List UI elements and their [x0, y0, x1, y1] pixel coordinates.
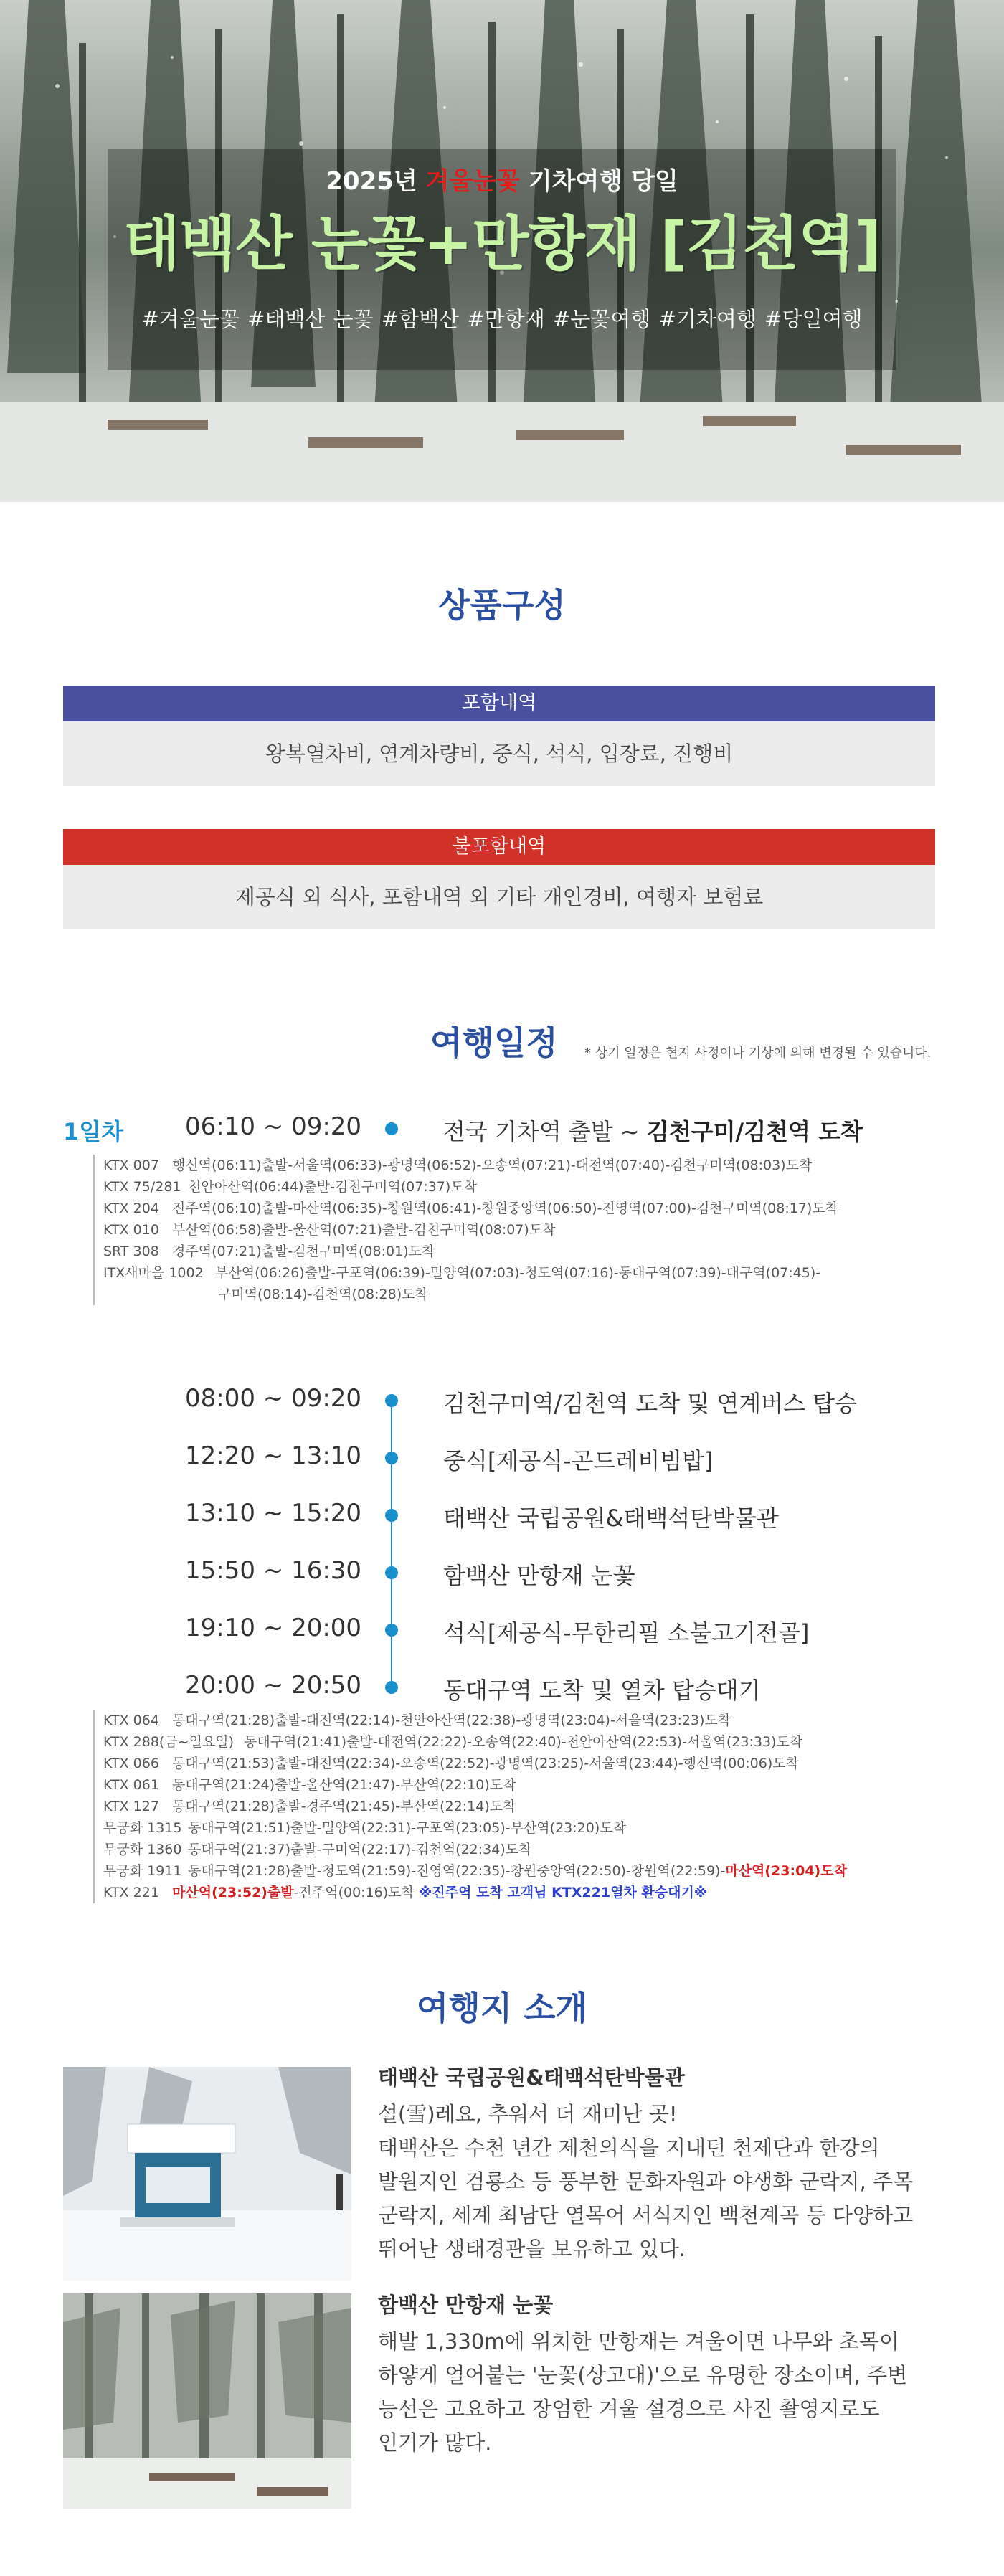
train-route: 천안아산역(06:44)출발-김천구미역(07:37)도착: [188, 1179, 478, 1195]
train-route: 동대구역(21:24)출발-울산역(21:47)-부산역(22:10)도착: [172, 1777, 516, 1793]
hero-hashtags: #겨울눈꽃 #태백산 눈꽃 #함백산 #만항재 #눈꽃여행 #기차여행 #당일여행: [141, 307, 863, 331]
intro-title: 여행지 소개: [416, 1989, 588, 2027]
schedule-text: 김천구미역/김천역 도착 및 연계버스 탑승: [443, 1390, 857, 1417]
train-line: [103, 1176, 838, 1198]
train-route: 행신역(06:11)출발-서울역(06:33)-광명역(06:52)-오송역(07:21)-대전역(07:40)-김천구미역(08:03)도착: [172, 1157, 813, 1173]
intro-body-line: 해발 1,330m에 위치한 만항재는 겨울이면 나무와 초목이: [378, 2329, 899, 2354]
schedule-title: 여행일정: [430, 1023, 558, 1062]
included-text: 왕복열차비, 연계차량비, 중식, 석식, 입장료, 진행비: [63, 721, 935, 786]
intro-body-line: 발원지인 검룡소 등 풍부한 문화자원과 야생화 군락지, 주목: [378, 2169, 914, 2194]
intro-body-line: 능선은 고요하고 장엄한 겨울 설경으로 사진 촬영지로도: [378, 2397, 880, 2421]
schedule-time: 13:10 ~ 15:20: [185, 1499, 362, 1528]
hero-subtitle: [0, 161, 1004, 196]
schedule-note: * 상기 일정은 현지 사정이나 기상에 의해 변경될 수 있습니다.: [584, 1046, 932, 1061]
manhangjae-image: [63, 2293, 351, 2509]
intro-body-1: [378, 2098, 937, 2266]
schedule-time: 08:00 ~ 09:20: [185, 1384, 362, 1413]
train-route: 동대구역(21:28)출발-대전역(22:14)-천안아산역(22:38)-광명역(23:04)-서울역(23:23)도착: [172, 1713, 731, 1728]
train-route-highlight: 마산역(23:52)출발: [172, 1885, 294, 1900]
timeline-dot: [385, 1122, 398, 1135]
schedule-text-first-plain: 전국 기차역 출발 ~: [443, 1118, 647, 1145]
train-route: 경주역(07:21)출발-김천구미역(08:01)도착: [172, 1244, 435, 1259]
train-route: 부산역(06:58)출발-울산역(07:21)출발-김천구미역(08:07)도착: [172, 1222, 556, 1238]
train-line: [103, 1262, 838, 1284]
train-line: [103, 1155, 838, 1176]
train-route: -진주역(00:16)도착: [293, 1885, 419, 1900]
train-route: 동대구역(21:28)출발-경주역(21:45)-부산역(22:14)도착: [172, 1799, 516, 1814]
train-line: [103, 1796, 847, 1817]
train-line: [103, 1219, 838, 1241]
train-line: [103, 1817, 847, 1839]
train-code: KTX 007: [103, 1157, 159, 1173]
train-line: [103, 1839, 847, 1860]
intro-body-line: 태백산은 수천 년간 제천의식을 지내던 천제단과 한강의: [378, 2136, 880, 2160]
train-code: 무궁화 1360: [103, 1842, 182, 1857]
day-label: 1일차: [63, 1118, 124, 1145]
depart-train-list: [93, 1155, 838, 1305]
schedule-time: 12:20 ~ 13:10: [185, 1441, 362, 1470]
train-line: [103, 1774, 847, 1796]
train-line: [103, 1753, 847, 1774]
train-route-highlight: 마산역(23:04)도착: [725, 1863, 847, 1879]
train-line: [103, 1284, 838, 1305]
train-line: [103, 1198, 838, 1219]
train-line: [103, 1882, 847, 1903]
schedule-time: 19:10 ~ 20:00: [185, 1614, 362, 1642]
train-code: KTX 75/281: [103, 1179, 181, 1195]
train-line: [103, 1731, 847, 1753]
train-route: 동대구역(21:53)출발-대전역(22:34)-오송역(22:52)-광명역(23:25)-서울역(23:44)-행신역(00:06)도착: [172, 1756, 799, 1771]
train-route: 구미역(08:14)-김천역(08:28)도착: [218, 1287, 428, 1302]
timeline-dot: [385, 1624, 398, 1637]
timeline-dot: [385, 1566, 398, 1579]
schedule-time: 15:50 ~ 16:30: [185, 1556, 362, 1585]
schedule-text-first: [443, 1114, 863, 1147]
excluded-text: 제공식 외 식사, 포함내역 외 기타 개인경비, 여행자 보험료: [63, 865, 935, 929]
train-code: 무궁화 1911: [103, 1863, 182, 1879]
schedule-text: 동대구역 도착 및 열차 탑승대기: [443, 1677, 761, 1704]
hero-subtitle-year: 2025년: [326, 167, 426, 196]
schedule-text: 석식[제공식-무한리필 소불고기전골]: [443, 1619, 810, 1647]
train-code: KTX 127: [103, 1799, 159, 1814]
hero-title: 태백산 눈꽃+만항재 [김천역]: [123, 210, 881, 278]
transfer-notice: ※진주역 도착 고객님 KTX221열차 환승대기※: [418, 1885, 708, 1900]
train-line: [103, 1241, 838, 1262]
train-route: 동대구역(21:41)출발-대전역(22:22)-오송역(22:40)-천안아산역(22:53)-서울역(23:33)도착: [244, 1734, 803, 1750]
train-code: KTX 288(금~일요일): [103, 1734, 235, 1750]
train-code: KTX 061: [103, 1777, 159, 1793]
intro-body-line: 하얗게 얼어붙는 '눈꽃(상고대)'으로 유명한 장소이며, 주변: [378, 2363, 908, 2387]
schedule-text: 중식[제공식-곤드레비빔밥]: [443, 1447, 714, 1474]
train-code: KTX 064: [103, 1713, 159, 1728]
schedule-time-first: 06:10 ~ 09:20: [185, 1112, 362, 1141]
intro-heading-2: 함백산 만항재 눈꽃: [378, 2293, 554, 2317]
intro-body-line: 인기가 많다.: [378, 2430, 492, 2455]
schedule-time: 20:00 ~ 20:50: [185, 1671, 362, 1700]
train-route: 동대구역(21:51)출발-밀양역(22:31)-구포역(23:05)-부산역(23:20)도착: [188, 1820, 626, 1836]
intro-body-line: 설(雪)레요, 추워서 더 재미난 곳!: [378, 2102, 678, 2126]
train-code: KTX 010: [103, 1222, 159, 1238]
schedule-text-first-bold: 김천구미/김천역 도착: [646, 1118, 863, 1145]
train-code: KTX 066: [103, 1756, 159, 1771]
train-route: 동대구역(21:37)출발-구미역(22:17)-김천역(22:34)도착: [188, 1842, 532, 1857]
schedule-text: 태백산 국립공원&태백석탄박물관: [443, 1505, 779, 1532]
train-line: [103, 1710, 847, 1731]
train-code: ITX새마을 1002: [103, 1265, 204, 1281]
taebaeksan-park-image: [63, 2067, 351, 2281]
train-route: 부산역(06:26)출발-구포역(06:39)-밀양역(07:03)-청도역(07:16)-동대구역(07:39)-대구역(07:45)-: [215, 1265, 821, 1281]
schedule-text: 함백산 만항재 눈꽃: [443, 1562, 635, 1589]
intro-body-line: 뛰어난 생태경관을 보유하고 있다.: [378, 2237, 686, 2261]
hero-subtitle-highlight: 겨울눈꽃: [425, 167, 520, 196]
train-line: [103, 1860, 847, 1882]
timeline-dot: [385, 1509, 398, 1522]
timeline-dot: [385, 1452, 398, 1464]
train-code: KTX 204: [103, 1201, 159, 1216]
hero-banner: [0, 0, 1004, 502]
train-code: SRT 308: [103, 1244, 159, 1259]
intro-body-line: 군락지, 세계 최남단 열목어 서식지인 백천계곡 등 다양하고: [378, 2203, 914, 2227]
train-route: 진주역(06:10)출발-마산역(06:35)-창원역(06:41)-창원중앙역(06:50)-진영역(07:00)-김천구미역(08:17)도착: [172, 1201, 839, 1216]
intro-body-2: [378, 2325, 937, 2460]
train-code: KTX 221: [103, 1885, 159, 1900]
train-code: 무궁화 1315: [103, 1820, 182, 1836]
timeline-line: [391, 1398, 392, 1684]
timeline-dot: [385, 1681, 398, 1694]
timeline-dot: [385, 1394, 398, 1407]
hero-subtitle-rest: 기차여행 당일: [519, 167, 678, 196]
intro-heading-1: 태백산 국립공원&태백석탄박물관: [378, 2065, 685, 2090]
excluded-label: 불포함내역: [63, 829, 935, 865]
train-route: 동대구역(21:28)출발-청도역(21:59)-진영역(22:35)-창원중앙역(22:50)-창원역(22:59)-: [188, 1863, 726, 1879]
included-label: 포함내역: [63, 686, 935, 721]
return-train-list: [93, 1710, 847, 1903]
composition-title: 상품구성: [438, 586, 566, 625]
